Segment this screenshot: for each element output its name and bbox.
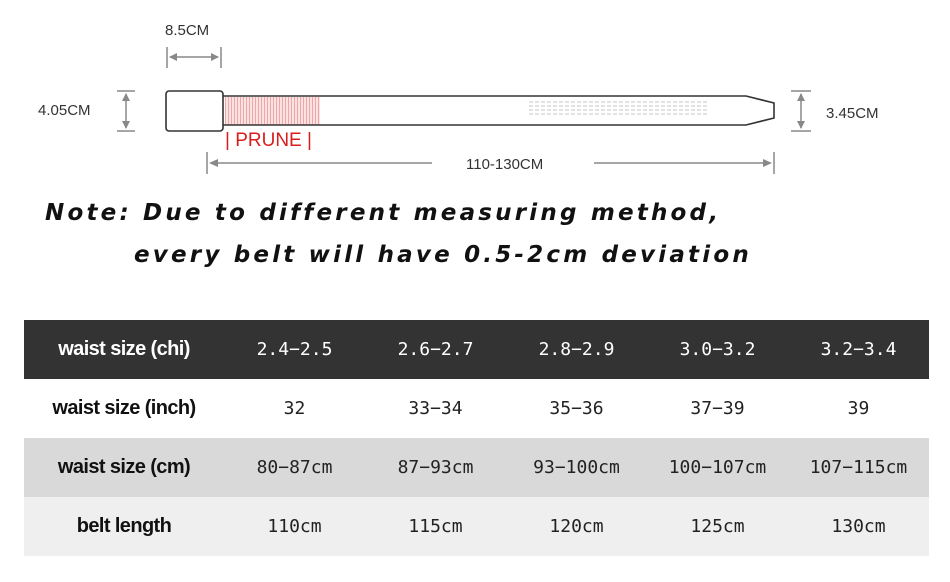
table-cell: 2.8−2.9: [506, 320, 647, 379]
row-header: waist size (inch): [24, 379, 224, 438]
table-cell: 35−36: [506, 379, 647, 438]
belt-diagram: [0, 0, 950, 190]
table-cell: 115cm: [365, 497, 506, 556]
table-cell: 80−87cm: [224, 438, 365, 497]
table-row: [24, 379, 929, 438]
prune-zone: [225, 97, 320, 125]
height-left-label: 4.05CM: [38, 102, 91, 119]
table-cell: 87−93cm: [365, 438, 506, 497]
table-cell: 107−115cm: [788, 438, 929, 497]
table-cell: 93−100cm: [506, 438, 647, 497]
belt-buckle: [166, 91, 223, 131]
row-header: waist size (chi): [24, 320, 224, 379]
table-cell: 3.0−3.2: [647, 320, 788, 379]
height-right-arrow: [791, 91, 811, 131]
table-cell: 33−34: [365, 379, 506, 438]
buckle-width-label: 8.5CM: [165, 22, 210, 39]
size-chart-table: [24, 320, 929, 556]
table-row: [24, 497, 929, 556]
table-row: [24, 438, 929, 497]
prune-label: | PRUNE |: [225, 130, 312, 151]
table-row: [24, 320, 929, 379]
note-line-1: Note: Due to different measuring method,: [45, 200, 722, 226]
table-cell: 120cm: [506, 497, 647, 556]
table-cell: 3.2−3.4: [788, 320, 929, 379]
belt-strap: [223, 96, 774, 125]
height-left-arrow: [117, 91, 135, 131]
belt-holes: [527, 101, 707, 115]
table-cell: 130cm: [788, 497, 929, 556]
table-cell: 32: [224, 379, 365, 438]
table-cell: 110cm: [224, 497, 365, 556]
row-header: belt length: [24, 497, 224, 556]
length-label: 110-130CM: [466, 156, 544, 173]
buckle-width-arrow: [167, 47, 221, 68]
table-cell: 37−39: [647, 379, 788, 438]
table-cell: 2.6−2.7: [365, 320, 506, 379]
table-cell: 2.4−2.5: [224, 320, 365, 379]
table-cell: 100−107cm: [647, 438, 788, 497]
note-line-2: every belt will have 0.5-2cm deviation: [134, 242, 752, 268]
row-header: waist size (cm): [24, 438, 224, 497]
table-cell: 125cm: [647, 497, 788, 556]
height-right-label: 3.45CM: [826, 105, 879, 122]
table-cell: 39: [788, 379, 929, 438]
